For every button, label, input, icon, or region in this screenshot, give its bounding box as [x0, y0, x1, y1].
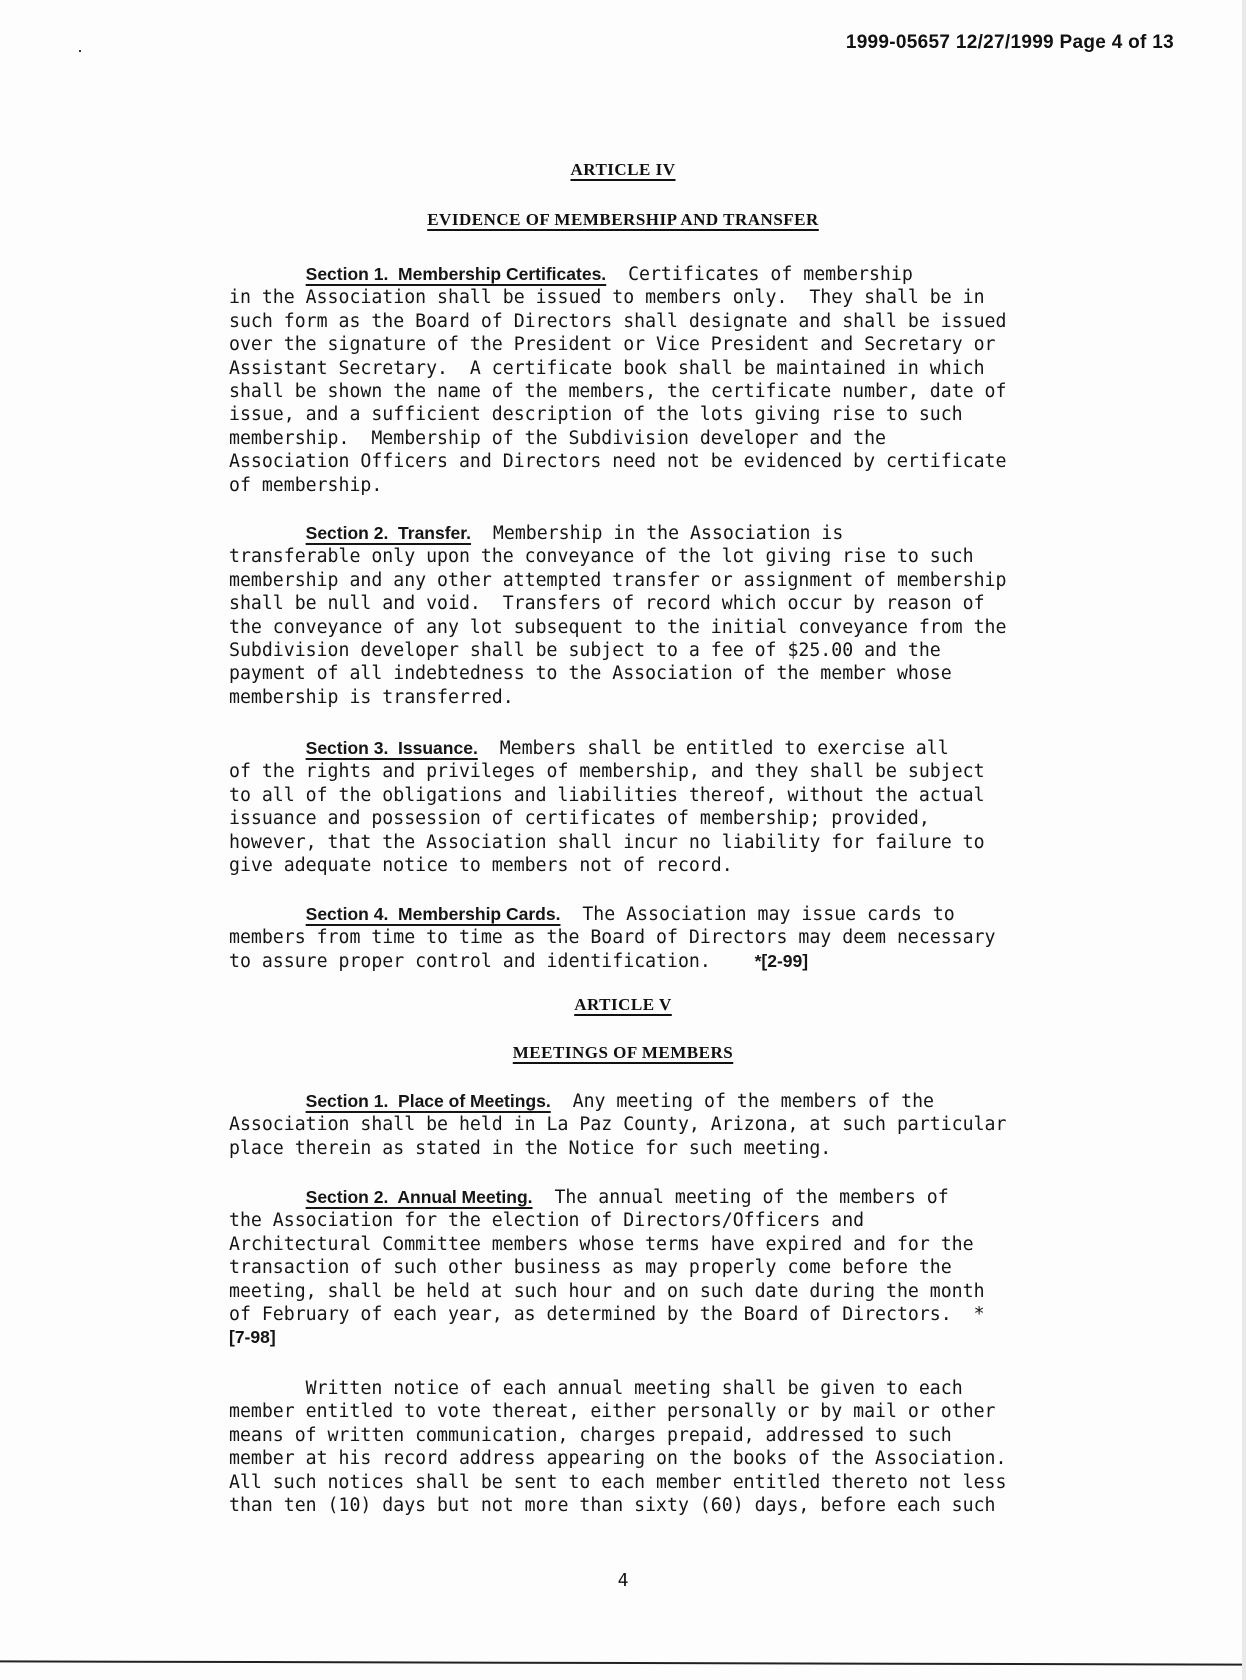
- section-body-text: the Association for the election of Directors/Officers and Architectural Committee members whose terms have expired and for the transaction of such other business as may properly come before the meeting, shall be held at such hour and on such date during the month of February of each year, as determined by the Board of Directors. *: [229, 1210, 985, 1326]
- article-iv-title-text: ARTICLE IV: [570, 160, 676, 179]
- article-iv-title: [0, 160, 1246, 180]
- section-heading: Section 1. Membership Certificates.: [305, 264, 607, 284]
- article-iv-section-1: [229, 263, 1129, 497]
- recording-stamp: 1999-05657 12/27/1999 Page 4 of 13: [845, 32, 1174, 53]
- section-body-text: of the rights and privileges of membership, and they shall be subject to all of the obligations and liabilities thereof, without the actual issuance and possession of certificates of membership; provided, however, that the Association shall incur no liability for failure to give adequate notice to members not of record.: [229, 761, 985, 877]
- scan-speck: [79, 50, 81, 52]
- section-heading: Section 2. Annual Meeting.: [305, 1187, 533, 1207]
- page-number: 4: [617, 1570, 629, 1591]
- section-lead-text: Certificates of membership: [606, 264, 913, 285]
- article-v-section-1: [229, 1090, 1129, 1160]
- amendment-reference: *[2-99]: [754, 950, 809, 971]
- scan-border-line: [0, 1660, 1246, 1665]
- section-body-text: members from time to time as the Board of Directors may deem necessary to assure proper control and identification.: [229, 927, 996, 972]
- section-heading: Section 4. Membership Cards.: [305, 904, 561, 924]
- article-iv-subtitle-text: EVIDENCE OF MEMBERSHIP AND TRANSFER: [427, 210, 819, 229]
- section-body-text: in the Association shall be issued to members only. They shall be in such form as the Board of Directors shall designate and shall be issued over the signature of the President or Vice President and Secretary or Assistant Secretary. A certificate book shall be maintained in which shall be shown the name of the members, the certificate number, date of issue, and a sufficient description of the lots giving rise to such membership. Membership of the Subdivision developer and the Association Officers and Directors need not be evidenced by certificate of membership.: [229, 287, 1007, 496]
- section-heading: Section 2. Transfer.: [305, 523, 472, 543]
- section-lead-text: Members shall be entitled to exercise all: [477, 738, 949, 759]
- section-lead-text: The Association may issue cards to: [560, 904, 955, 925]
- article-v-subtitle-text: MEETINGS OF MEMBERS: [512, 1043, 734, 1062]
- section-heading: Section 1. Place of Meetings.: [305, 1091, 551, 1111]
- section-lead-text: Membership in the Association is: [471, 523, 844, 544]
- amendment-reference: [7-98]: [229, 1327, 276, 1348]
- section-heading: Section 3. Issuance.: [305, 738, 478, 758]
- article-iv-subtitle: [0, 210, 1246, 230]
- article-iv-section-4: [229, 903, 1129, 973]
- scan-edge: [1242, 0, 1246, 1680]
- notice-paragraph: Written notice of each annual meeting shall be given to each member entitled to vote thereat, either personally or by mail or other means of written communication, charges prepaid, addressed to such member at his record address appearing on the books of the Association. All such notices shall be sent to each member entitled thereto not less than ten (10) days but not more than sixty (60) days, before each such: [229, 1378, 1007, 1517]
- section-lead-text: Any meeting of the members of the: [550, 1091, 934, 1112]
- article-v-title-text: ARTICLE V: [574, 995, 672, 1014]
- article-v-subtitle: [0, 1043, 1246, 1063]
- article-v-section-2: [229, 1186, 1129, 1350]
- section-body-text: transferable only upon the conveyance of the lot giving rise to such membership and any other attempted transfer or assignment of membership shall be null and void. Transfers of record which occur by reason of the conveyance of any lot subsequent to the initial conveyance from the Subdivision developer shall be subject to a fee of $25.00 and the payment of all indebtedness to the Association of the member whose membership is transferred.: [229, 546, 1007, 708]
- section-lead-text: The annual meeting of the members of: [532, 1187, 949, 1208]
- article-iv-section-3: [229, 737, 1129, 877]
- article-v-title: [0, 995, 1246, 1015]
- article-iv-section-2: [229, 522, 1129, 709]
- section-body-text: Association shall be held in La Paz County, Arizona, at such particular place therein as stated in the Notice for such meeting.: [229, 1114, 1007, 1159]
